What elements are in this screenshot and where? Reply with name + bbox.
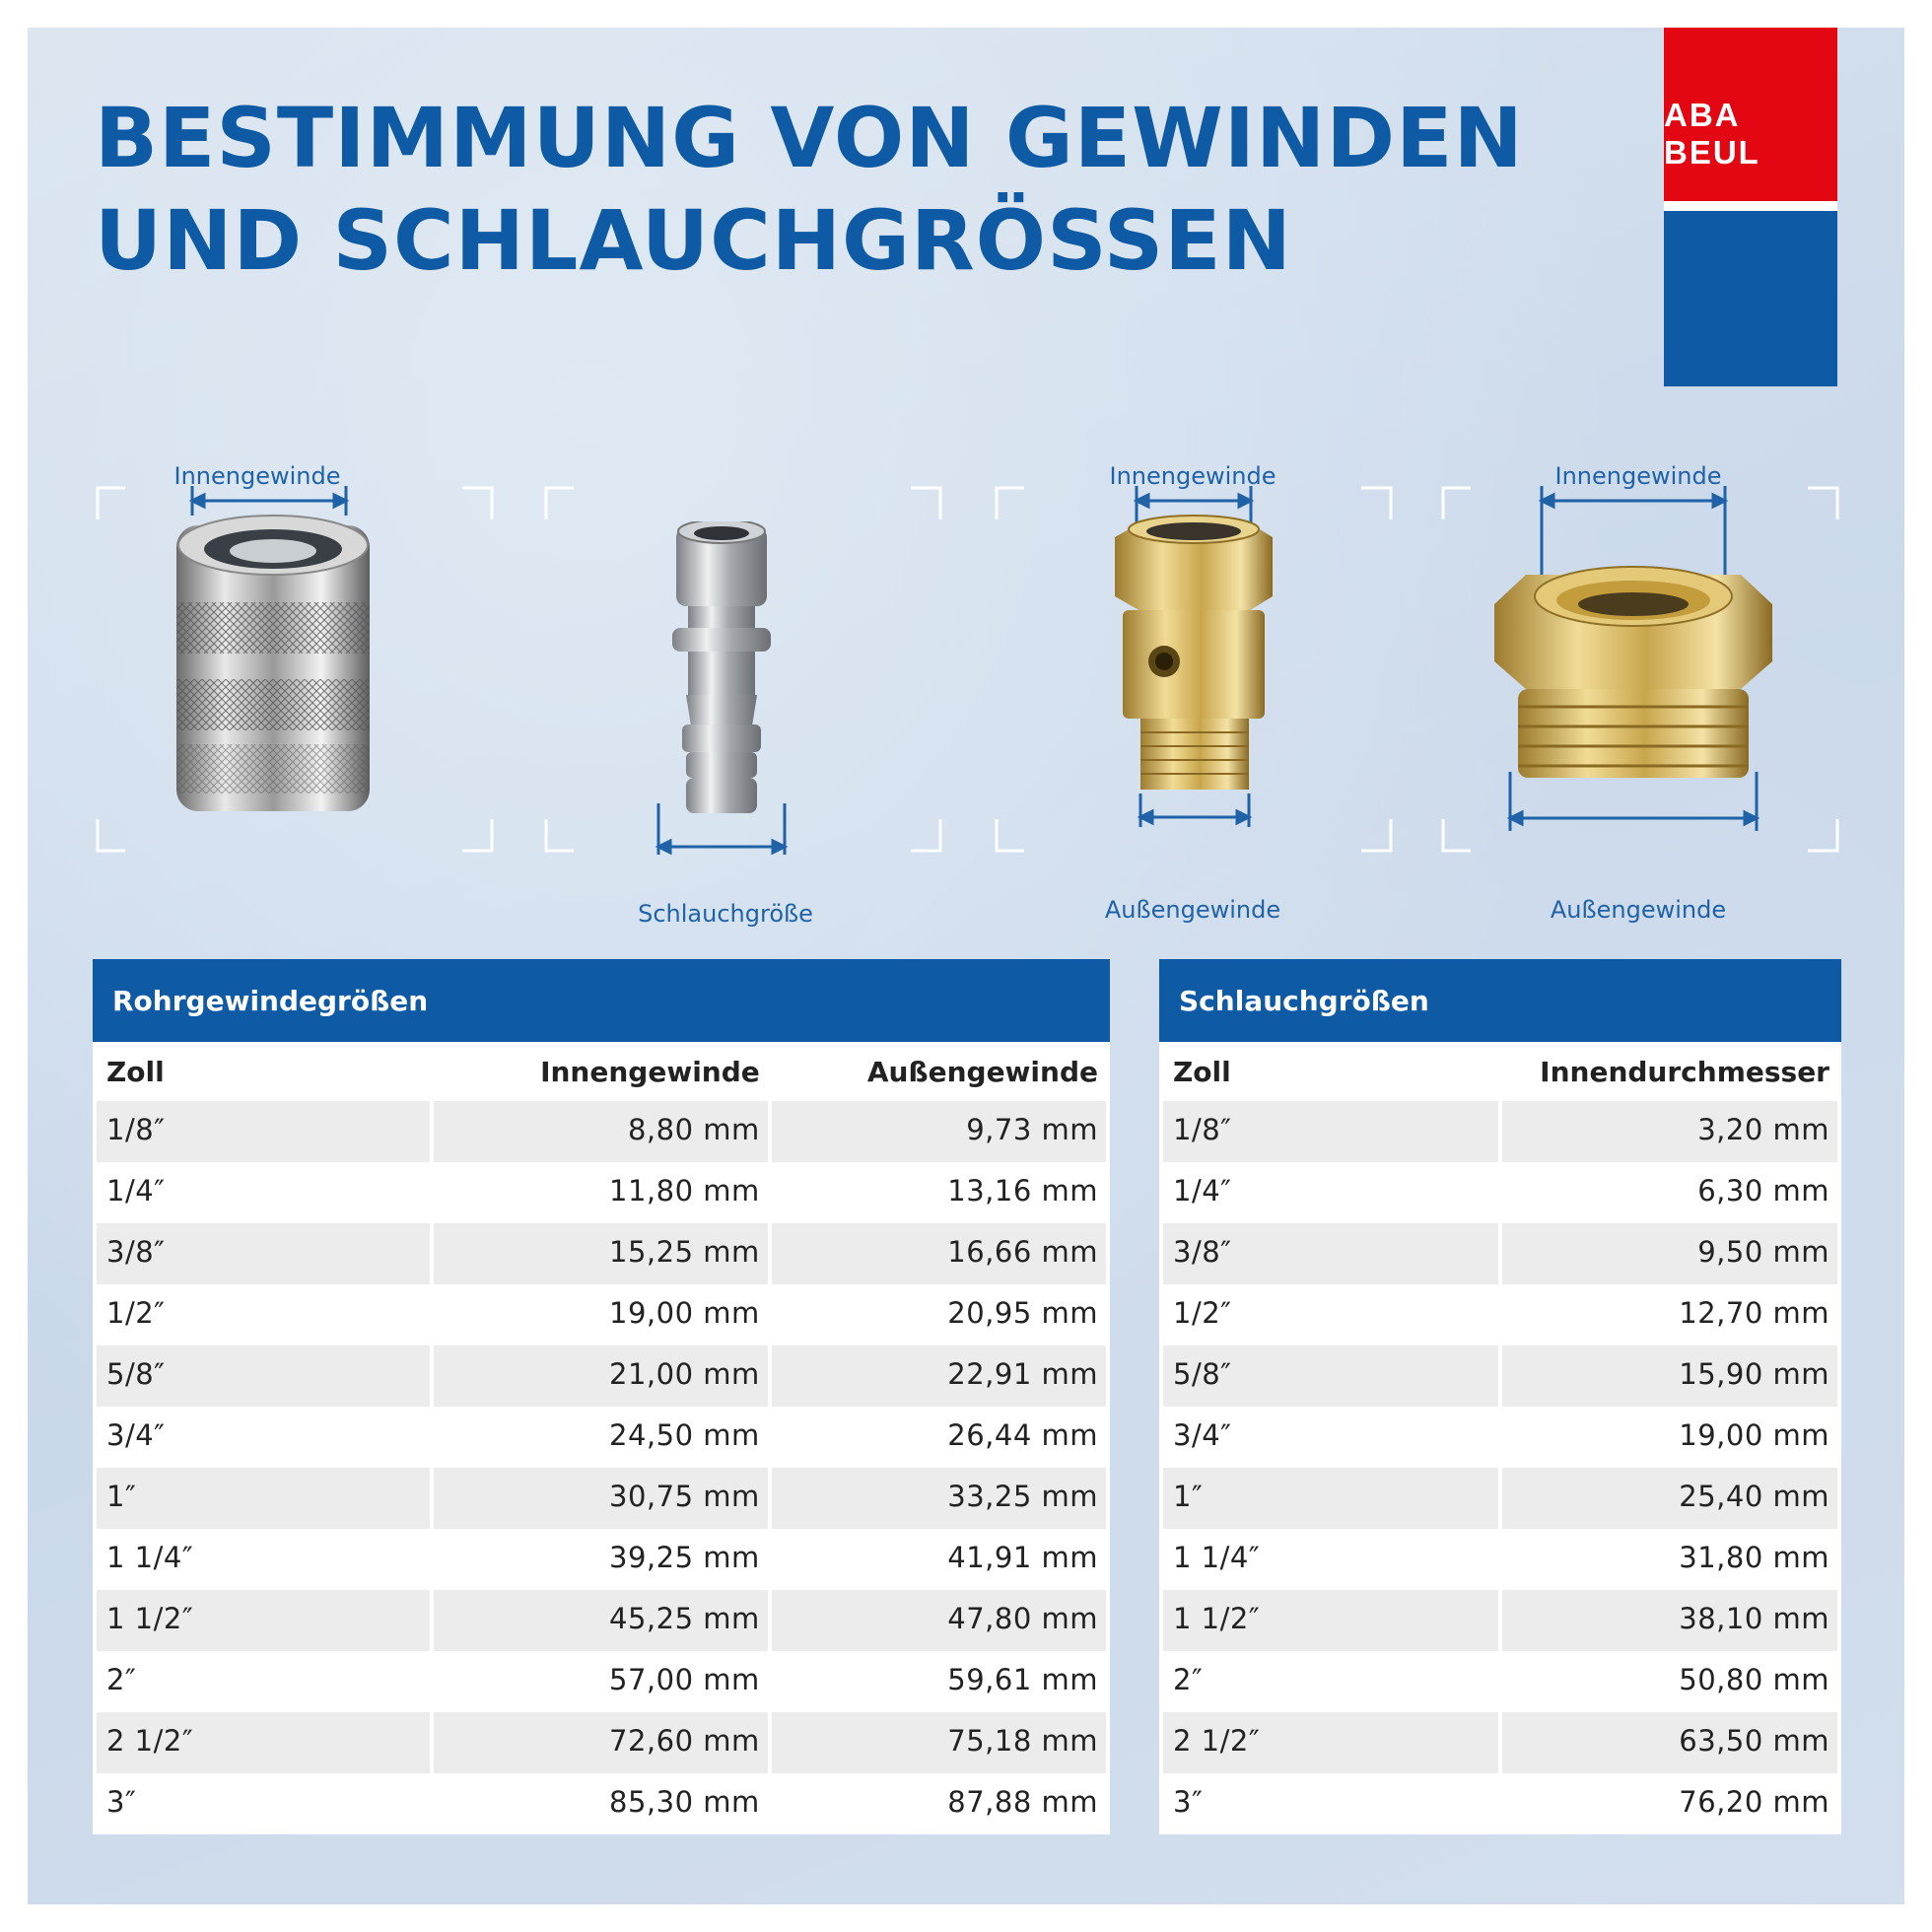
cell-zoll: 1 1/2″: [97, 1590, 430, 1651]
infographic-canvas: [28, 28, 1904, 1904]
brand-logo: [1664, 28, 1837, 386]
cell-value: 9,50 mm: [1502, 1223, 1837, 1284]
thread-size-table: [93, 959, 1110, 1834]
cell-value: 75,18 mm: [772, 1712, 1106, 1773]
table-row: [97, 1590, 1106, 1651]
cell-value: 6,30 mm: [1502, 1162, 1837, 1223]
product-panel-messing-anschluss: [995, 462, 1393, 924]
label-innengewinde: Innengewinde: [173, 462, 341, 490]
cell-zoll: 2 1/2″: [1163, 1712, 1498, 1773]
label-aussengewinde: Außengewinde: [1104, 896, 1281, 924]
cell-value: 39,25 mm: [434, 1529, 768, 1590]
cell-value: 33,25 mm: [772, 1468, 1106, 1529]
cell-value: 12,70 mm: [1502, 1284, 1837, 1346]
page-title: [95, 87, 1524, 292]
reduziernippel-icon: [1490, 486, 1786, 831]
cell-value: 41,91 mm: [772, 1529, 1106, 1590]
table-row: [97, 1223, 1106, 1284]
cell-zoll: 1″: [1163, 1468, 1498, 1529]
table-row: [1163, 1651, 1837, 1712]
hose-table-body: [1163, 1101, 1837, 1834]
label-innengewinde: Innengewinde: [1554, 462, 1722, 490]
cell-zoll: 5/8″: [97, 1346, 430, 1407]
cell-value: 21,00 mm: [434, 1346, 768, 1407]
cell-value: 31,80 mm: [1502, 1529, 1837, 1590]
table-row: [1163, 1773, 1837, 1834]
cell-zoll: 1 1/4″: [97, 1529, 430, 1590]
cell-value: 87,88 mm: [772, 1773, 1106, 1834]
table-row: [97, 1407, 1106, 1468]
schlauchtuelle-icon: [653, 521, 791, 866]
logo-red-block: [1664, 28, 1837, 201]
table-row: [1163, 1407, 1837, 1468]
cell-value: 20,95 mm: [772, 1284, 1106, 1346]
cell-value: 59,61 mm: [772, 1651, 1106, 1712]
cell-value: 85,30 mm: [434, 1773, 768, 1834]
cell-zoll: 3/4″: [1163, 1407, 1498, 1468]
cell-zoll: 1/8″: [1163, 1101, 1498, 1162]
col-header-zoll: Zoll: [97, 1042, 430, 1101]
cell-value: 8,80 mm: [434, 1101, 768, 1162]
title-line-2: UND SCHLAUCHGRÖSSEN: [95, 192, 1292, 289]
label-aussengewinde: Außengewinde: [1550, 896, 1727, 924]
table-row: [1163, 1162, 1837, 1223]
table-row: [1163, 1590, 1837, 1651]
cell-zoll: 1/2″: [97, 1284, 430, 1346]
cell-value: 30,75 mm: [434, 1468, 768, 1529]
product-panel-kupplung: [96, 462, 494, 853]
cell-zoll: 2″: [97, 1651, 430, 1712]
col-header-innengewinde: Innengewinde: [434, 1042, 768, 1101]
cell-zoll: 3/4″: [97, 1407, 430, 1468]
thread-table-body: [97, 1101, 1106, 1834]
cell-value: 9,73 mm: [772, 1101, 1106, 1162]
cell-zoll: 3/8″: [1163, 1223, 1498, 1284]
table-row: [97, 1346, 1106, 1407]
cell-zoll: 3″: [97, 1773, 430, 1834]
cell-zoll: 3″: [1163, 1773, 1498, 1834]
table-row: [97, 1529, 1106, 1590]
messing-anschluss-icon: [1103, 486, 1290, 831]
cell-zoll: 2 1/2″: [97, 1712, 430, 1773]
cell-value: 50,80 mm: [1502, 1651, 1837, 1712]
col-header-aussengewinde: Außengewinde: [772, 1042, 1106, 1101]
cell-value: 63,50 mm: [1502, 1712, 1837, 1773]
cell-value: 19,00 mm: [1502, 1407, 1837, 1468]
cell-value: 26,44 mm: [772, 1407, 1106, 1468]
thread-table-grid: [93, 1042, 1110, 1834]
cell-zoll: 1/2″: [1163, 1284, 1498, 1346]
cell-value: 38,10 mm: [1502, 1590, 1837, 1651]
table-row: [1163, 1712, 1837, 1773]
cell-zoll: 5/8″: [1163, 1346, 1498, 1407]
cell-zoll: 1/4″: [1163, 1162, 1498, 1223]
cell-value: 22,91 mm: [772, 1346, 1106, 1407]
cell-zoll: 1 1/2″: [1163, 1590, 1498, 1651]
cell-zoll: 3/8″: [97, 1223, 430, 1284]
table-row: [97, 1651, 1106, 1712]
cell-value: 57,00 mm: [434, 1651, 768, 1712]
col-header-innendurchmesser: Innendurchmesser: [1502, 1042, 1837, 1101]
thread-table-title: Rohrgewindegrößen: [93, 959, 1110, 1042]
table-row: [97, 1712, 1106, 1773]
cell-zoll: 1/8″: [97, 1101, 430, 1162]
table-row: [97, 1284, 1106, 1346]
table-row: [1163, 1284, 1837, 1346]
product-panel-reduziernippel: [1441, 462, 1839, 924]
table-row: [97, 1468, 1106, 1529]
table-row: [1163, 1101, 1837, 1162]
table-row: [1163, 1346, 1837, 1407]
hose-table-grid: [1159, 1042, 1841, 1834]
table-row: [1163, 1468, 1837, 1529]
cell-value: 15,90 mm: [1502, 1346, 1837, 1407]
cell-value: 72,60 mm: [434, 1712, 768, 1773]
table-row: [1163, 1223, 1837, 1284]
kupplung-icon: [174, 486, 372, 821]
cell-value: 13,16 mm: [772, 1162, 1106, 1223]
brand-name: ABA BEUL: [1664, 97, 1760, 171]
label-innengewinde: Innengewinde: [1109, 462, 1276, 490]
cell-zoll: 1″: [97, 1468, 430, 1529]
col-header-zoll: Zoll: [1163, 1042, 1498, 1101]
cell-zoll: 2″: [1163, 1651, 1498, 1712]
hose-table-title: Schlauchgrößen: [1159, 959, 1841, 1042]
product-panel-schlauchtuelle: [544, 486, 942, 928]
cell-value: 3,20 mm: [1502, 1101, 1837, 1162]
table-row: [97, 1773, 1106, 1834]
cell-value: 24,50 mm: [434, 1407, 768, 1468]
hose-size-table: [1159, 959, 1841, 1834]
table-row: [1163, 1529, 1837, 1590]
cell-value: 47,80 mm: [772, 1590, 1106, 1651]
logo-blue-block: [1664, 211, 1837, 386]
cell-value: 45,25 mm: [434, 1590, 768, 1651]
cell-zoll: 1/4″: [97, 1162, 430, 1223]
cell-value: 19,00 mm: [434, 1284, 768, 1346]
title-line-1: BESTIMMUNG VON GEWINDEN: [95, 90, 1524, 186]
label-schlauchgroesse: Schlauchgröße: [638, 900, 813, 928]
table-row: [97, 1162, 1106, 1223]
table-row: [97, 1101, 1106, 1162]
cell-value: 15,25 mm: [434, 1223, 768, 1284]
cell-value: 11,80 mm: [434, 1162, 768, 1223]
logo-divider: [1664, 201, 1837, 211]
cell-zoll: 1 1/4″: [1163, 1529, 1498, 1590]
cell-value: 25,40 mm: [1502, 1468, 1837, 1529]
cell-value: 76,20 mm: [1502, 1773, 1837, 1834]
cell-value: 16,66 mm: [772, 1223, 1106, 1284]
